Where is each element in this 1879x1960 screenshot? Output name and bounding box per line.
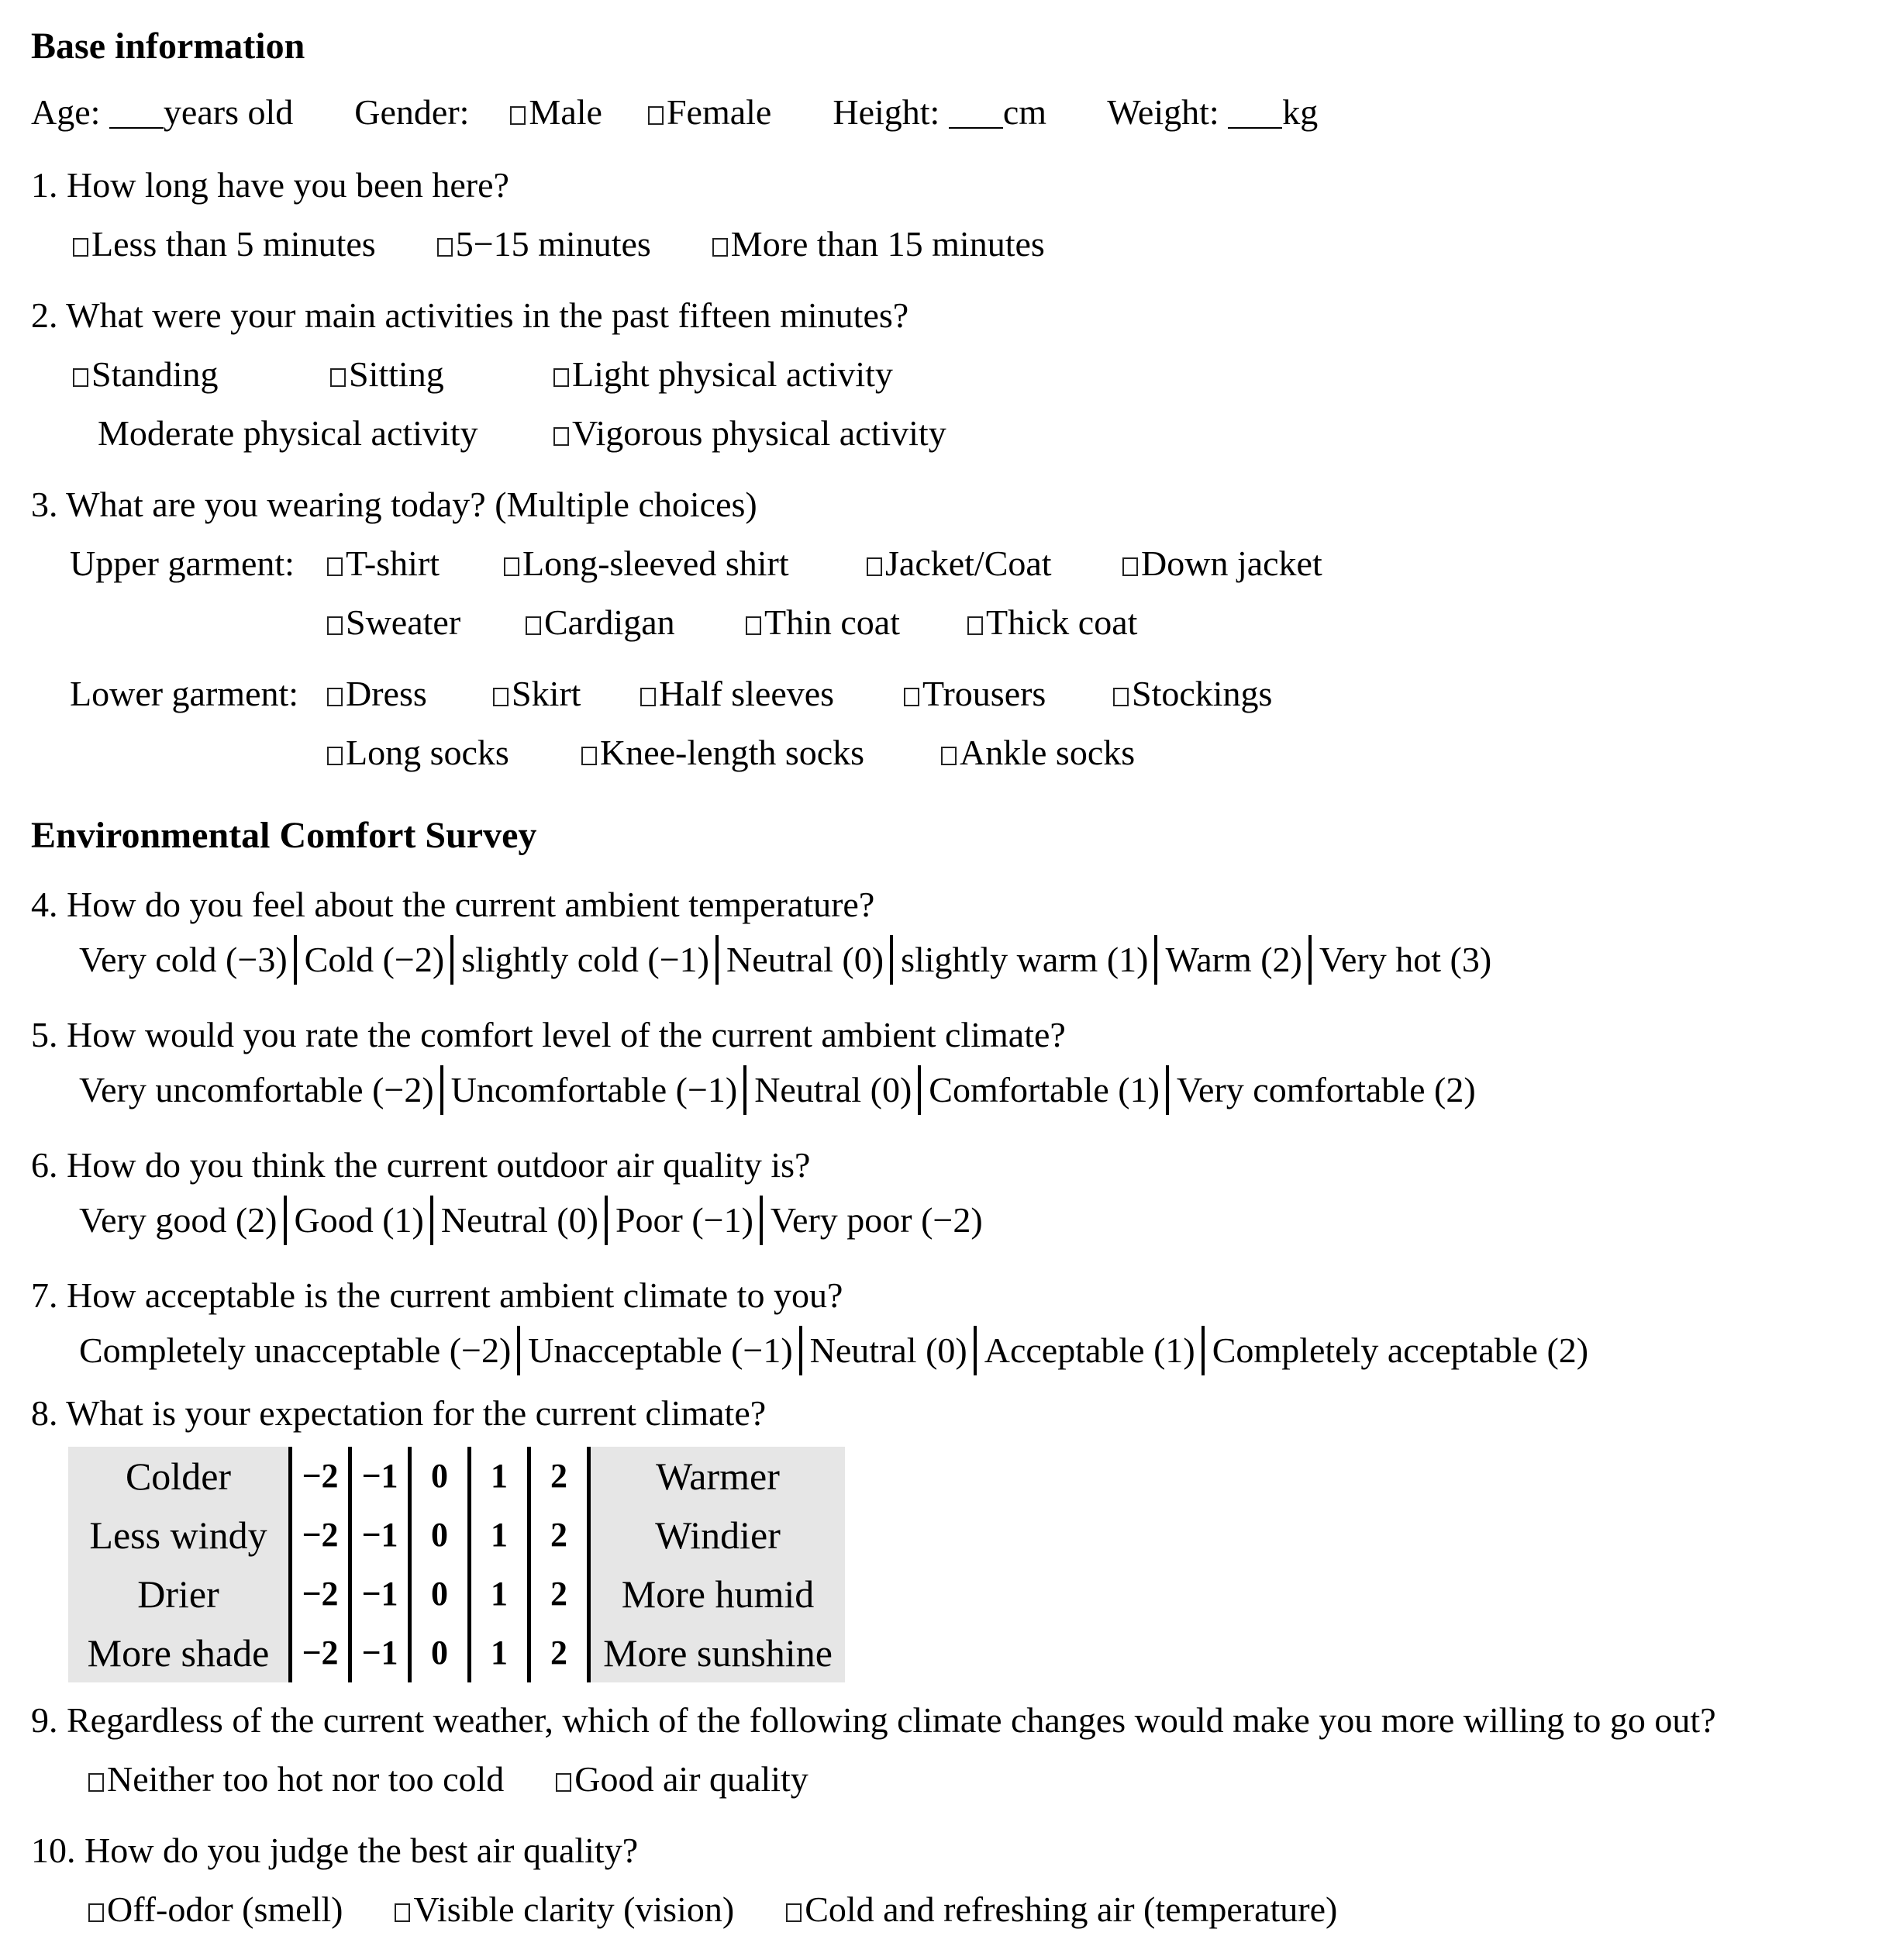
checkbox-icon[interactable] <box>712 238 728 257</box>
checkbox-icon[interactable] <box>786 1903 802 1922</box>
scale-separator <box>517 1326 520 1375</box>
checkbox-icon[interactable] <box>867 557 882 576</box>
q8-left-label: Less windy <box>89 1513 267 1557</box>
scale-separator <box>974 1326 977 1375</box>
q3-upper-option[interactable]: Down jacket <box>1122 546 1322 581</box>
q8-column-0 <box>408 1447 467 1682</box>
q3-upper-option[interactable]: Jacket/Coat <box>867 546 1052 581</box>
scale-separator <box>743 1065 746 1115</box>
checkbox-icon[interactable] <box>510 106 526 125</box>
q2-question: 2. What were your main activities in the past fifteen minutes? <box>31 295 909 335</box>
q1-options <box>73 226 1045 262</box>
q6-scale-option[interactable]: Neutral (0) <box>440 1200 598 1240</box>
q1-option[interactable]: 5−15 minutes <box>437 226 651 262</box>
q8-value-cell[interactable]: −1 <box>361 1516 398 1554</box>
checkbox-icon[interactable] <box>941 747 957 765</box>
q8-right-label: Windier <box>655 1513 781 1557</box>
q3-lower-option[interactable]: Trousers <box>904 676 1046 712</box>
scale-separator <box>294 935 297 985</box>
checkbox-icon[interactable] <box>437 238 453 257</box>
q1-question: 1. How long have you been here? <box>31 165 509 205</box>
q3-upper-option[interactable]: Thick coat <box>967 605 1137 640</box>
q2-option[interactable]: Sitting <box>330 357 444 392</box>
q8-value-cell[interactable]: 1 <box>491 1634 508 1672</box>
checkbox-icon[interactable] <box>1122 557 1138 576</box>
q3-upper-option[interactable]: Sweater <box>327 605 460 640</box>
q8-column-1 <box>467 1447 527 1682</box>
q8-value-cell[interactable]: 2 <box>550 1516 567 1554</box>
q8-value-cell[interactable]: −2 <box>302 1457 339 1495</box>
scale-separator <box>1166 1065 1169 1115</box>
checkbox-icon[interactable] <box>73 368 88 387</box>
q5-scale-option[interactable]: Very comfortable (2) <box>1176 1070 1476 1109</box>
q3-lower-option[interactable]: Half sleeves <box>640 676 834 712</box>
q8-value-cell[interactable]: −1 <box>361 1457 398 1495</box>
q8-value-cell[interactable]: 1 <box>491 1516 508 1554</box>
q7-question: 7. How acceptable is the current ambient climate to you? <box>31 1275 843 1315</box>
section-heading-env: Environmental Comfort Survey <box>31 815 537 856</box>
weight-input[interactable] <box>1228 98 1282 129</box>
q9-question: 9. Regardless of the current weather, which of the following climate changes would make you more willing to go out? <box>31 1700 1716 1740</box>
q6-scale-option[interactable]: Very good (2) <box>79 1200 278 1240</box>
q7-scale-option[interactable]: Completely acceptable (2) <box>1212 1330 1589 1370</box>
q5-scale <box>79 1065 1476 1115</box>
q8-value-cell[interactable]: 1 <box>491 1457 508 1495</box>
scale-separator <box>918 1065 921 1115</box>
q8-right-label: Warmer <box>656 1454 780 1498</box>
q8-right-labels <box>587 1447 845 1682</box>
checkbox-icon[interactable] <box>330 368 346 387</box>
q7-scale-option[interactable]: Neutral (0) <box>809 1330 967 1370</box>
q7-scale-option[interactable]: Acceptable (1) <box>984 1330 1195 1370</box>
checkbox-icon[interactable] <box>327 688 343 706</box>
q8-value-cell[interactable]: 0 <box>431 1516 448 1554</box>
age-input[interactable] <box>109 98 164 129</box>
q9-option[interactable]: Good air quality <box>556 1762 808 1797</box>
q7-scale-option[interactable]: Unacceptable (−1) <box>528 1330 793 1370</box>
q8-right-label: More sunshine <box>603 1631 833 1675</box>
height-unit: cm <box>1002 92 1047 132</box>
checkbox-icon[interactable] <box>88 1773 104 1792</box>
q8-value-cell[interactable]: −2 <box>302 1634 339 1672</box>
q4-scale-option[interactable]: Cold (−2) <box>304 940 445 979</box>
gender-label: Gender: <box>354 92 470 132</box>
checkbox-icon[interactable] <box>640 688 656 706</box>
q2-option[interactable]: Standing <box>73 357 219 392</box>
checkbox-icon[interactable] <box>526 616 541 635</box>
checkbox-icon[interactable] <box>746 616 761 635</box>
q9-option[interactable]: Neither too hot nor too cold <box>88 1762 504 1797</box>
q4-scale-option[interactable]: Neutral (0) <box>726 940 884 979</box>
q2-option[interactable]: Light physical activity <box>553 357 893 392</box>
q8-value-cell[interactable]: −1 <box>361 1634 398 1672</box>
q3-lower-option[interactable]: Dress <box>327 676 427 712</box>
q1-option[interactable]: Less than 5 minutes <box>73 226 376 262</box>
checkbox-icon[interactable] <box>73 238 88 257</box>
q6-scale-option[interactable]: Poor (−1) <box>615 1200 753 1240</box>
lower-garment-label: Lower garment: <box>70 674 299 713</box>
q8-value-cell[interactable]: −1 <box>361 1575 398 1613</box>
scale-separator <box>799 1326 802 1375</box>
q3-upper-option[interactable]: Thin coat <box>746 605 900 640</box>
q8-value-cell[interactable]: 2 <box>550 1575 567 1613</box>
q10-option[interactable]: Visible clarity (vision) <box>395 1892 734 1927</box>
checkbox-icon[interactable] <box>327 747 343 765</box>
checkbox-icon[interactable] <box>327 616 343 635</box>
checkbox-icon[interactable] <box>553 368 569 387</box>
q8-value-cell[interactable]: 2 <box>550 1457 567 1495</box>
q8-column-minus2 <box>288 1447 348 1682</box>
checkbox-icon[interactable] <box>493 688 509 706</box>
scale-separator <box>890 935 893 985</box>
scale-separator <box>440 1065 443 1115</box>
q4-scale-option[interactable]: slightly warm (1) <box>901 940 1149 979</box>
scale-separator <box>715 935 719 985</box>
q4-scale-option[interactable]: slightly cold (−1) <box>461 940 709 979</box>
q3-lower-option[interactable]: Skirt <box>493 676 581 712</box>
q9-options <box>88 1759 808 1799</box>
checkbox-icon[interactable] <box>967 616 983 635</box>
checkbox-icon[interactable] <box>553 427 569 446</box>
q4-scale-option[interactable]: Very cold (−3) <box>79 940 288 979</box>
checkbox-icon[interactable] <box>327 557 343 576</box>
q5-question: 5. How would you rate the comfort level of the current ambient climate? <box>31 1015 1066 1054</box>
q8-left-label: Drier <box>137 1572 219 1616</box>
scale-separator <box>284 1196 287 1245</box>
q2-option[interactable]: Moderate physical activity <box>98 413 478 453</box>
q3-upper-option[interactable]: Long-sleeved shirt <box>504 546 789 581</box>
height-label: Height: <box>833 92 940 132</box>
q5-scale-option[interactable]: Comfortable (1) <box>929 1070 1160 1109</box>
q3-question: 3. What are you wearing today? (Multiple choices) <box>31 485 757 524</box>
q7-scale-option[interactable]: Completely unacceptable (−2) <box>79 1330 512 1370</box>
height-input[interactable] <box>949 98 1003 129</box>
q4-question: 4. How do you feel about the current ambient temperature? <box>31 885 875 924</box>
age-label: Age: <box>31 92 101 132</box>
q1-option[interactable]: More than 15 minutes <box>712 226 1045 262</box>
q8-left-label: Colder <box>125 1454 232 1498</box>
q8-expectation-table <box>68 1447 845 1682</box>
q8-value-cell[interactable]: −2 <box>302 1575 339 1613</box>
q10-question: 10. How do you judge the best air quality? <box>31 1831 639 1870</box>
scale-separator <box>450 935 453 985</box>
checkbox-icon[interactable] <box>904 688 919 706</box>
q6-scale-option[interactable]: Good (1) <box>294 1200 424 1240</box>
q8-value-cell[interactable]: 2 <box>550 1634 567 1672</box>
checkbox-icon[interactable] <box>1113 688 1129 706</box>
q5-scale-option[interactable]: Uncomfortable (−1) <box>450 1070 738 1109</box>
scale-separator <box>605 1196 608 1245</box>
q3-lower-option[interactable]: Ankle socks <box>941 735 1135 771</box>
checkbox-icon[interactable] <box>581 747 597 765</box>
weight-label: Weight: <box>1107 92 1219 132</box>
q6-scale-option[interactable]: Very poor (−2) <box>770 1200 983 1240</box>
q8-column-2 <box>527 1447 587 1682</box>
q10-option[interactable]: Off-odor (smell) <box>88 1892 343 1927</box>
checkbox-icon[interactable] <box>556 1773 571 1792</box>
age-suffix: years old <box>163 92 294 132</box>
upper-garment-label: Upper garment: <box>70 543 295 583</box>
q6-question: 6. How do you think the current outdoor air quality is? <box>31 1145 811 1185</box>
scale-separator <box>1154 935 1157 985</box>
q3-lower-option[interactable]: Stockings <box>1113 676 1272 712</box>
scale-separator <box>430 1196 433 1245</box>
scale-separator <box>760 1196 763 1245</box>
q5-scale-option[interactable]: Very uncomfortable (−2) <box>79 1070 434 1109</box>
checkbox-icon[interactable] <box>648 106 664 125</box>
section-heading-base: Base information <box>31 26 305 67</box>
q8-column-minus1 <box>348 1447 408 1682</box>
scale-separator <box>1308 935 1312 985</box>
q3-lower-option[interactable]: Long socks <box>327 735 509 771</box>
q8-question: 8. What is your expectation for the current climate? <box>31 1393 767 1433</box>
checkbox-icon[interactable] <box>395 1903 410 1922</box>
q8-value-cell[interactable]: 1 <box>491 1575 508 1613</box>
q8-value-cell[interactable]: −2 <box>302 1516 339 1554</box>
q2-option[interactable]: Vigorous physical activity <box>553 416 946 451</box>
q8-value-cell[interactable]: 0 <box>431 1634 448 1672</box>
gender-option-male[interactable]: Male <box>510 95 602 130</box>
scale-separator <box>1202 1326 1205 1375</box>
q3-upper-option[interactable]: Cardigan <box>526 605 675 640</box>
q8-right-label: More humid <box>621 1572 815 1616</box>
q4-scale <box>79 935 1491 985</box>
weight-unit: kg <box>1282 92 1319 132</box>
q8-left-labels <box>68 1447 288 1682</box>
checkbox-icon[interactable] <box>504 557 519 576</box>
gender-option-female[interactable]: Female <box>648 95 771 130</box>
base-info-row <box>31 92 1319 132</box>
q3-lower-option[interactable]: Knee-length socks <box>581 735 864 771</box>
q7-scale <box>79 1326 1588 1375</box>
q5-scale-option[interactable]: Neutral (0) <box>754 1070 912 1109</box>
q3-upper-option[interactable]: T-shirt <box>327 546 440 581</box>
q8-left-label: More shade <box>87 1631 270 1675</box>
q10-option[interactable]: Cold and refreshing air (temperature) <box>786 1892 1337 1927</box>
q10-options <box>88 1889 1338 1929</box>
q4-scale-option[interactable]: Warm (2) <box>1165 940 1302 979</box>
q4-scale-option[interactable]: Very hot (3) <box>1319 940 1492 979</box>
q6-scale <box>79 1196 983 1245</box>
q8-value-cell[interactable]: 0 <box>431 1575 448 1613</box>
checkbox-icon[interactable] <box>88 1903 104 1922</box>
q8-value-cell[interactable]: 0 <box>431 1457 448 1495</box>
